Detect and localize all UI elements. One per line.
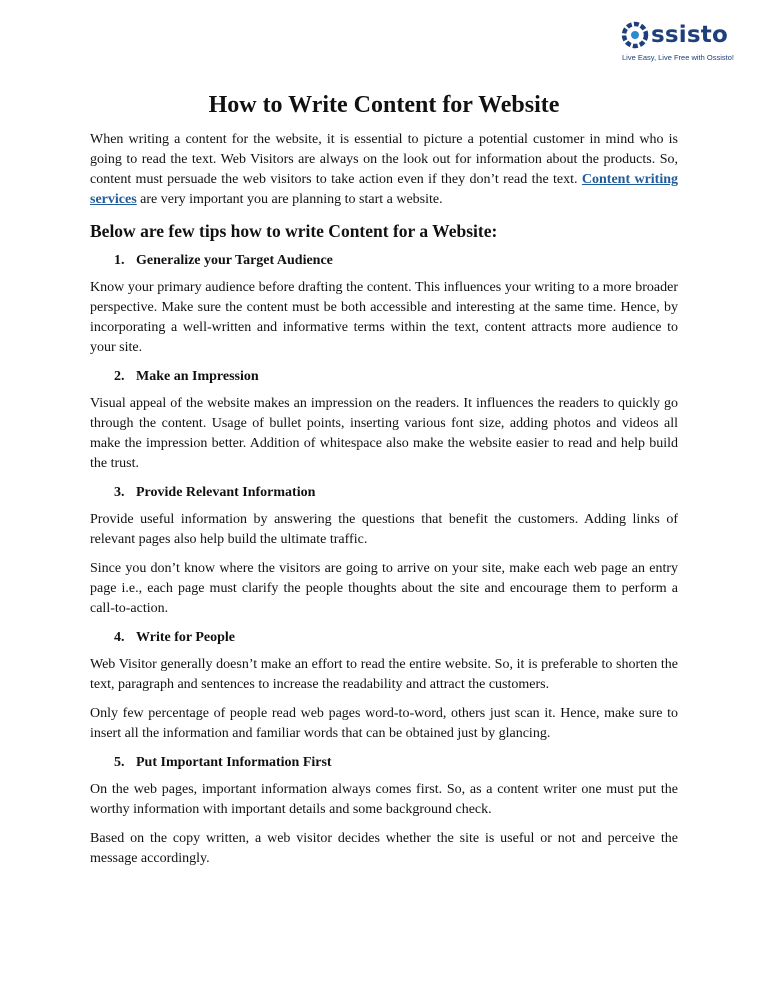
logo-brand-text: ssisto [651,22,728,48]
tip-heading [90,628,678,648]
tip-paragraph: Based on the copy written, a web visitor decides whether the site is useful or not and perceive the message accordingly. [90,831,678,866]
tip-number: 5. [114,755,125,770]
tip-heading [90,251,678,271]
tip-paragraph: Only few percentage of people read web pages word-to-word, others just scan it. Hence, make sure to insert all the information and familiar words that can be obtained just by glancing. [90,706,678,741]
intro-text: When writing a content for the website, it is essential to picture a potential customer in mind who is going to read the text. Web Visitors are always on the look out for information about the products. So, content must persuade the web visitors to take action even if they don’t read the text. [90,132,678,187]
logo-tagline: Live Easy, Live Free with Ossisto! [622,53,734,62]
tip-paragraph: On the web pages, important information always comes first. So, as a content writer one must put the worthy information with important details and some background check. [90,782,678,817]
tip-paragraph: Visual appeal of the website makes an impression on the readers. It influences the readers to quickly go through the content. Usage of bullet points, inserting various font size, adding photos and videos all make the impression better. Addition of whitespace also make the website easier to read and help build the trust. [90,396,678,471]
ossisto-o-logo-icon [620,20,650,50]
ossisto-logo [620,18,750,66]
intro-tail: are very important you are planning to start a website. [140,192,443,207]
tip-title: Generalize your Target Audience [136,253,333,268]
tip-paragraph: Since you don’t know where the visitors are going to arrive on your site, make each web page an entry page i.e., each page must clarify the people thoughts about the site and encourage them to perform a call-to-action. [90,561,678,616]
intro-paragraph [90,130,678,210]
tip-title: Make an Impression [136,369,259,384]
tip-heading [90,483,678,503]
tip-title: Provide Relevant Information [136,485,316,500]
tip-number: 4. [114,630,125,645]
tip-number: 1. [114,253,125,268]
tip-title: Put Important Information First [136,755,332,770]
content-writing-services-link[interactable]: Content writing services [90,172,679,207]
tips-heading: Below are few tips how to write Content for a Website: [90,221,498,241]
logo-row [620,18,750,52]
tip-paragraph: Web Visitor generally doesn’t make an effort to read the entire website. So, it is preferable to shorten the text, paragraph and sentences to increase the readability and attract the customers. [90,657,678,692]
document-body [90,90,678,878]
tip-paragraph: Know your primary audience before drafting the content. This influences your writing to a more broader perspective. Make sure the content must be both accessible and interesting at the same time. Hence, by incorporating a well-written and informative terms within the text, content attracts more audience to your site. [90,280,678,355]
page-title: How to Write Content for Website [208,92,560,118]
tip-number: 2. [114,369,125,384]
tip-title: Write for People [136,630,236,645]
tip-paragraph: Provide useful information by answering the questions that benefit the customers. Adding links of relevant pages also help build the ultimate traffic. [90,512,678,547]
tip-heading [90,367,678,387]
tip-heading [90,753,678,773]
tip-number: 3. [114,485,125,500]
